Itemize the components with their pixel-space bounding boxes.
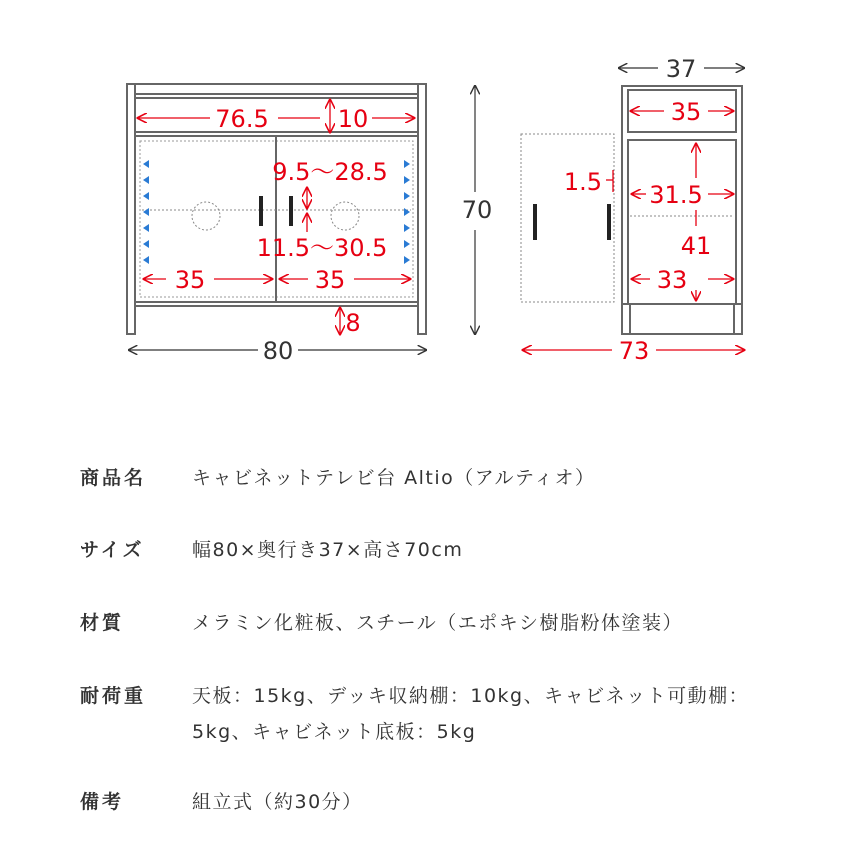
spec-value: 組立式（約30分） xyxy=(192,791,363,813)
dim-top-inner-width: 76.5 xyxy=(215,105,269,133)
spec-row-load-capacity xyxy=(80,678,792,750)
front-right-post xyxy=(418,84,426,334)
spec-value: メラミン化粧板、スチール（エポキシ樹脂粉体塗装） xyxy=(192,612,684,634)
front-left-post xyxy=(127,84,135,334)
handle-left xyxy=(259,196,263,226)
front-deck-shelf xyxy=(135,98,418,132)
spec-label: 商品名 xyxy=(80,467,147,489)
dim-inner-height: 41 xyxy=(680,232,712,260)
dim-right-door-width: 35 xyxy=(314,266,346,294)
dim-left-door-width: 35 xyxy=(174,266,206,294)
spec-row-size xyxy=(80,532,792,568)
handle-right xyxy=(289,196,293,226)
dim-bottom-depth: 33 xyxy=(656,266,688,294)
spec-label: サイズ xyxy=(80,539,145,561)
spec-value: キャビネットテレビ台 Altio（アルティオ） xyxy=(192,467,596,489)
dim-shelf-range-lower: 11.5〜30.5 xyxy=(256,234,388,262)
dim-total-width: 80 xyxy=(262,337,294,365)
side-leg-left xyxy=(622,304,630,334)
spec-label: 材質 xyxy=(80,612,125,634)
side-view xyxy=(521,55,744,365)
side-leg-right xyxy=(734,304,742,334)
dim-total-height: 70 xyxy=(461,196,493,224)
spec-value: 天板：15kg、デッキ収納棚：10kg、キャビネット可動棚：5kg、キャビネット底板：5kg xyxy=(192,685,750,743)
dim-open-depth: 73 xyxy=(618,337,650,365)
spec-row-notes xyxy=(80,784,792,820)
dim-door-thickness: 1.5 xyxy=(563,168,603,196)
side-door-handle-right xyxy=(607,204,611,240)
dim-depth-top: 37 xyxy=(665,55,697,83)
front-view xyxy=(127,84,492,365)
dim-shelf-range-upper: 9.5〜28.5 xyxy=(272,158,388,186)
dim-leg-height: 8 xyxy=(345,309,361,337)
dimension-diagram xyxy=(0,0,857,400)
spec-value: 幅80×奥行き37×高さ70cm xyxy=(192,539,464,561)
dim-top-depth: 35 xyxy=(670,98,702,126)
spec-label: 耐荷重 xyxy=(80,685,147,707)
dim-top-height: 10 xyxy=(337,105,369,133)
spec-row-product-name xyxy=(80,460,792,496)
dim-shelf-depth: 31.5 xyxy=(649,181,703,209)
side-door-handle-left xyxy=(533,204,537,240)
front-top-plate xyxy=(127,84,426,94)
spec-row-material xyxy=(80,605,792,641)
spec-label: 備考 xyxy=(80,791,125,813)
